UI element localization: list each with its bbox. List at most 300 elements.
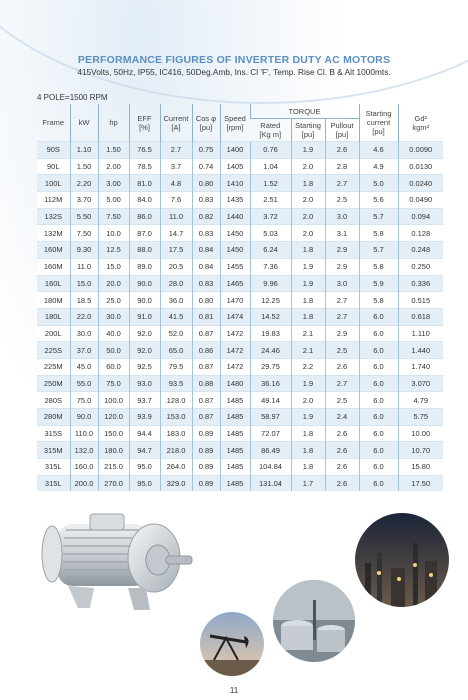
table-cell: 2.6 bbox=[325, 442, 359, 459]
table-cell: 131.04 bbox=[250, 475, 291, 491]
col-eff bbox=[129, 104, 160, 142]
col-speed bbox=[220, 104, 250, 142]
table-cell: 0.83 bbox=[192, 275, 220, 292]
table-cell: 110.0 bbox=[70, 425, 98, 442]
table-cell: 86.0 bbox=[129, 208, 160, 225]
table-cell: 1.9 bbox=[291, 258, 325, 275]
table-cell: 218.0 bbox=[160, 442, 192, 459]
table-cell: 3.070 bbox=[398, 375, 443, 392]
table-cell: 1.9 bbox=[291, 275, 325, 292]
col-torque-group: TORQUE bbox=[250, 104, 359, 119]
refinery-image bbox=[355, 513, 449, 607]
table-row bbox=[37, 192, 443, 209]
col-hp: hp bbox=[98, 104, 129, 142]
table-cell: 2.7 bbox=[325, 175, 359, 192]
table-cell: 1465 bbox=[220, 275, 250, 292]
table-cell: 200L bbox=[37, 325, 70, 342]
table-cell: 315L bbox=[37, 459, 70, 476]
col-pullout-label: Pullout bbox=[330, 121, 354, 130]
table-cell: 75.0 bbox=[70, 392, 98, 409]
table-cell: 280M bbox=[37, 409, 70, 426]
table-cell: 2.6 bbox=[325, 475, 359, 491]
table-cell: 132.0 bbox=[70, 442, 98, 459]
table-cell: 1472 bbox=[220, 342, 250, 359]
pole-label: 4 POLE=1500 RPM bbox=[37, 93, 108, 102]
page-title: PERFORMANCE FIGURES OF INVERTER DUTY AC MOTORS bbox=[77, 54, 391, 66]
table-cell: 4.8 bbox=[160, 175, 192, 192]
table-cell: 0.75 bbox=[192, 142, 220, 159]
table-cell: 5.50 bbox=[70, 208, 98, 225]
table-cell: 1.04 bbox=[250, 158, 291, 175]
table-cell: 0.84 bbox=[192, 258, 220, 275]
table-cell: 1.50 bbox=[70, 158, 98, 175]
table-row bbox=[37, 275, 443, 292]
table-cell: 1450 bbox=[220, 225, 250, 242]
table-cell: 1455 bbox=[220, 258, 250, 275]
table-cell: 11.0 bbox=[160, 208, 192, 225]
table-cell: 0.83 bbox=[192, 192, 220, 209]
table-cell: 15.0 bbox=[98, 258, 129, 275]
col-rated-unit: [Kg m] bbox=[259, 130, 282, 139]
table-cell: 2.5 bbox=[325, 392, 359, 409]
col-start-current-label: Starting bbox=[365, 109, 392, 118]
table-cell: 315M bbox=[37, 442, 70, 459]
table-cell: 12.5 bbox=[98, 242, 129, 259]
table-cell: 1435 bbox=[220, 192, 250, 209]
table-cell: 4.79 bbox=[398, 392, 443, 409]
col-pullout-unit: [pu] bbox=[335, 130, 349, 139]
table-cell: 28.0 bbox=[160, 275, 192, 292]
table-cell: 1.8 bbox=[291, 425, 325, 442]
table-cell: 2.7 bbox=[325, 375, 359, 392]
table-cell: 0.0130 bbox=[398, 158, 443, 175]
table-cell: 14.52 bbox=[250, 308, 291, 325]
table-cell: 90.0 bbox=[129, 275, 160, 292]
table-cell: 215.0 bbox=[98, 459, 129, 476]
table-cell: 315L bbox=[37, 475, 70, 491]
table-cell: 55.0 bbox=[70, 375, 98, 392]
table-cell: 1.9 bbox=[291, 375, 325, 392]
table-cell: 104.84 bbox=[250, 459, 291, 476]
table-cell: 4.6 bbox=[359, 142, 398, 159]
table-cell: 0.250 bbox=[398, 258, 443, 275]
col-gd bbox=[398, 104, 443, 142]
table-cell: 0.88 bbox=[192, 375, 220, 392]
table-cell: 225M bbox=[37, 358, 70, 375]
table-cell: 7.50 bbox=[98, 208, 129, 225]
table-cell: 6.0 bbox=[359, 358, 398, 375]
table-cell: 72.07 bbox=[250, 425, 291, 442]
table-cell: 2.8 bbox=[325, 158, 359, 175]
table-cell: 6.0 bbox=[359, 442, 398, 459]
table-row bbox=[37, 342, 443, 359]
table-cell: 1.8 bbox=[291, 292, 325, 309]
table-cell: 1472 bbox=[220, 325, 250, 342]
table-cell: 17.5 bbox=[160, 242, 192, 259]
col-cos bbox=[192, 104, 220, 142]
table-cell: 12.25 bbox=[250, 292, 291, 309]
col-current-label: Current bbox=[163, 113, 189, 123]
table-cell: 92.0 bbox=[129, 342, 160, 359]
table-cell: 30.0 bbox=[70, 325, 98, 342]
table-row bbox=[37, 475, 443, 491]
table-header bbox=[37, 104, 443, 142]
table-cell: 315S bbox=[37, 425, 70, 442]
table-cell: 2.5 bbox=[325, 342, 359, 359]
table-cell: 2.2 bbox=[291, 358, 325, 375]
col-starting-unit: [pu] bbox=[301, 130, 315, 139]
table-cell: 5.75 bbox=[398, 409, 443, 426]
table-cell: 1.110 bbox=[398, 325, 443, 342]
table-cell: 1450 bbox=[220, 242, 250, 259]
table-cell: 264.0 bbox=[160, 459, 192, 476]
table-cell: 5.8 bbox=[359, 292, 398, 309]
performance-table bbox=[37, 104, 443, 491]
table-cell: 160M bbox=[37, 258, 70, 275]
table-cell: 183.0 bbox=[160, 425, 192, 442]
table-cell: 160M bbox=[37, 242, 70, 259]
col-starting-label: Starting bbox=[295, 121, 321, 130]
table-cell: 200.0 bbox=[70, 475, 98, 491]
table-cell: 22.0 bbox=[70, 308, 98, 325]
table-cell: 0.89 bbox=[192, 442, 220, 459]
col-start-current-unit: [pu] bbox=[372, 127, 385, 136]
col-kw: kW bbox=[70, 104, 98, 142]
table-cell: 6.0 bbox=[359, 342, 398, 359]
table-cell: 9.96 bbox=[250, 275, 291, 292]
table-cell: 1485 bbox=[220, 442, 250, 459]
table-cell: 1.740 bbox=[398, 358, 443, 375]
table-cell: 76.5 bbox=[129, 142, 160, 159]
table-cell: 1474 bbox=[220, 308, 250, 325]
table-cell: 9.30 bbox=[70, 242, 98, 259]
table-cell: 180L bbox=[37, 308, 70, 325]
table-cell: 10.70 bbox=[398, 442, 443, 459]
table-cell: 3.00 bbox=[98, 175, 129, 192]
col-speed-unit: [rpm] bbox=[226, 122, 244, 132]
table-cell: 79.5 bbox=[160, 358, 192, 375]
table-cell: 0.74 bbox=[192, 158, 220, 175]
table-cell: 90.0 bbox=[70, 409, 98, 426]
table-cell: 65.0 bbox=[160, 342, 192, 359]
table-cell: 60.0 bbox=[98, 358, 129, 375]
table-row bbox=[37, 208, 443, 225]
table-cell: 2.9 bbox=[325, 325, 359, 342]
table-cell: 20.5 bbox=[160, 258, 192, 275]
table-cell: 1.50 bbox=[98, 142, 129, 159]
col-rated-label: Rated bbox=[260, 121, 281, 130]
table-cell: 2.0 bbox=[291, 158, 325, 175]
table-cell: 90S bbox=[37, 142, 70, 159]
table-cell: 36.16 bbox=[250, 375, 291, 392]
table-cell: 2.7 bbox=[160, 142, 192, 159]
table-cell: 2.6 bbox=[325, 358, 359, 375]
table-cell: 280S bbox=[37, 392, 70, 409]
table-cell: 5.8 bbox=[359, 258, 398, 275]
table-cell: 0.84 bbox=[192, 242, 220, 259]
table-cell: 4.9 bbox=[359, 158, 398, 175]
col-current bbox=[160, 104, 192, 142]
col-gd-unit: kgm² bbox=[412, 122, 430, 132]
table-cell: 1.8 bbox=[291, 308, 325, 325]
table-cell: 5.0 bbox=[359, 175, 398, 192]
table-cell: 0.89 bbox=[192, 475, 220, 491]
table-row bbox=[37, 375, 443, 392]
table-cell: 95.0 bbox=[129, 459, 160, 476]
table-cell: 30.0 bbox=[98, 308, 129, 325]
table-cell: 0.86 bbox=[192, 342, 220, 359]
table-cell: 100L bbox=[37, 175, 70, 192]
table-cell: 0.0240 bbox=[398, 175, 443, 192]
table-cell: 0.87 bbox=[192, 325, 220, 342]
table-row bbox=[37, 225, 443, 242]
col-speed-label: Speed bbox=[224, 113, 246, 123]
table-cell: 0.80 bbox=[192, 175, 220, 192]
table-cell: 5.7 bbox=[359, 208, 398, 225]
table-cell: 1.8 bbox=[291, 242, 325, 259]
table-cell: 58.97 bbox=[250, 409, 291, 426]
table-cell: 94.7 bbox=[129, 442, 160, 459]
table-cell: 90L bbox=[37, 158, 70, 175]
table-row bbox=[37, 158, 443, 175]
table-cell: 0.128 bbox=[398, 225, 443, 242]
table-cell: 0.81 bbox=[192, 308, 220, 325]
table-cell: 1405 bbox=[220, 158, 250, 175]
col-start-current-label2: current bbox=[366, 118, 391, 127]
table-cell: 84.0 bbox=[129, 192, 160, 209]
table-cell: 91.0 bbox=[129, 308, 160, 325]
table-cell: 18.5 bbox=[70, 292, 98, 309]
table-cell: 40.0 bbox=[98, 325, 129, 342]
table-cell: 78.5 bbox=[129, 158, 160, 175]
col-pullout bbox=[325, 119, 359, 142]
table-cell: 150.0 bbox=[98, 425, 129, 442]
table-cell: 3.1 bbox=[325, 225, 359, 242]
table-cell: 7.50 bbox=[70, 225, 98, 242]
table-cell: 0.618 bbox=[398, 308, 443, 325]
table-cell: 120.0 bbox=[98, 409, 129, 426]
page-number: 11 bbox=[229, 686, 239, 695]
table-cell: 49.14 bbox=[250, 392, 291, 409]
table-cell: 1485 bbox=[220, 425, 250, 442]
table-cell: 6.0 bbox=[359, 325, 398, 342]
tanks-image bbox=[273, 580, 355, 662]
table-row bbox=[37, 442, 443, 459]
table-cell: 14.7 bbox=[160, 225, 192, 242]
table-cell: 112M bbox=[37, 192, 70, 209]
table-cell: 10.00 bbox=[398, 425, 443, 442]
table-cell: 1.7 bbox=[291, 475, 325, 491]
col-starting bbox=[291, 119, 325, 142]
table-row bbox=[37, 358, 443, 375]
table-cell: 19.83 bbox=[250, 325, 291, 342]
table-cell: 1485 bbox=[220, 409, 250, 426]
table-cell: 5.8 bbox=[359, 225, 398, 242]
table-cell: 1410 bbox=[220, 175, 250, 192]
table-cell: 2.9 bbox=[325, 258, 359, 275]
table-cell: 2.6 bbox=[325, 459, 359, 476]
table-cell: 2.0 bbox=[291, 192, 325, 209]
table-cell: 90.0 bbox=[129, 292, 160, 309]
table-cell: 329.0 bbox=[160, 475, 192, 491]
table-cell: 1.8 bbox=[291, 459, 325, 476]
table-cell: 3.72 bbox=[250, 208, 291, 225]
table-cell: 2.6 bbox=[325, 142, 359, 159]
table-cell: 52.0 bbox=[160, 325, 192, 342]
table-cell: 6.0 bbox=[359, 425, 398, 442]
col-start-current bbox=[359, 104, 398, 142]
table-cell: 2.7 bbox=[325, 308, 359, 325]
table-cell: 3.0 bbox=[325, 208, 359, 225]
table-cell: 270.0 bbox=[98, 475, 129, 491]
table-cell: 180M bbox=[37, 292, 70, 309]
table-cell: 128.0 bbox=[160, 392, 192, 409]
table-cell: 37.0 bbox=[70, 342, 98, 359]
table-cell: 1472 bbox=[220, 358, 250, 375]
table-cell: 1.52 bbox=[250, 175, 291, 192]
table-cell: 2.5 bbox=[325, 192, 359, 209]
table-cell: 95.0 bbox=[129, 475, 160, 491]
col-cos-unit: [pu] bbox=[199, 122, 213, 132]
table-cell: 0.094 bbox=[398, 208, 443, 225]
table-cell: 86.49 bbox=[250, 442, 291, 459]
table-cell: 92.0 bbox=[129, 325, 160, 342]
table-cell: 6.0 bbox=[359, 308, 398, 325]
table-cell: 0.82 bbox=[192, 208, 220, 225]
table-cell: 6.0 bbox=[359, 475, 398, 491]
table-row bbox=[37, 425, 443, 442]
table-cell: 1485 bbox=[220, 459, 250, 476]
table-row bbox=[37, 392, 443, 409]
table-cell: 5.9 bbox=[359, 275, 398, 292]
table-cell: 0.80 bbox=[192, 292, 220, 309]
table-cell: 1485 bbox=[220, 392, 250, 409]
table-cell: 1.440 bbox=[398, 342, 443, 359]
table-cell: 2.00 bbox=[98, 158, 129, 175]
table-cell: 2.51 bbox=[250, 192, 291, 209]
table-cell: 225S bbox=[37, 342, 70, 359]
decorative-arc bbox=[0, 0, 468, 104]
table-cell: 6.0 bbox=[359, 375, 398, 392]
table-row bbox=[37, 142, 443, 159]
table-cell: 1.9 bbox=[291, 142, 325, 159]
table-cell: 100.0 bbox=[98, 392, 129, 409]
table-cell: 0.0090 bbox=[398, 142, 443, 159]
table-cell: 0.87 bbox=[192, 392, 220, 409]
table-cell: 5.00 bbox=[98, 192, 129, 209]
table-cell: 0.89 bbox=[192, 425, 220, 442]
col-gd-label: Gd² bbox=[414, 113, 427, 123]
table-cell: 1.9 bbox=[291, 409, 325, 426]
table-cell: 1.10 bbox=[70, 142, 98, 159]
table-cell: 160L bbox=[37, 275, 70, 292]
table-cell: 94.4 bbox=[129, 425, 160, 442]
table-cell: 0.515 bbox=[398, 292, 443, 309]
table-row bbox=[37, 459, 443, 476]
table-cell: 1.8 bbox=[291, 175, 325, 192]
table-cell: 0.336 bbox=[398, 275, 443, 292]
table-row bbox=[37, 325, 443, 342]
col-eff-unit: [%] bbox=[139, 122, 150, 132]
table-cell: 0.87 bbox=[192, 409, 220, 426]
table-cell: 25.0 bbox=[98, 292, 129, 309]
table-cell: 2.20 bbox=[70, 175, 98, 192]
table-cell: 2.1 bbox=[291, 325, 325, 342]
table-cell: 41.5 bbox=[160, 308, 192, 325]
table-cell: 0.76 bbox=[250, 142, 291, 159]
table-cell: 132M bbox=[37, 225, 70, 242]
table-cell: 87.0 bbox=[129, 225, 160, 242]
table-cell: 153.0 bbox=[160, 409, 192, 426]
table-cell: 3.7 bbox=[160, 158, 192, 175]
pumpjack-image bbox=[200, 612, 264, 676]
table-cell: 2.6 bbox=[325, 425, 359, 442]
table-cell: 3.0 bbox=[325, 275, 359, 292]
table-cell: 6.0 bbox=[359, 392, 398, 409]
col-frame: Frame bbox=[42, 118, 65, 127]
table-cell: 2.0 bbox=[291, 225, 325, 242]
table-cell: 2.7 bbox=[325, 292, 359, 309]
col-eff-label: EFF bbox=[137, 113, 152, 123]
table-cell: 93.0 bbox=[129, 375, 160, 392]
table-cell: 88.0 bbox=[129, 242, 160, 259]
table-cell: 45.0 bbox=[70, 358, 98, 375]
table-row bbox=[37, 258, 443, 275]
table-cell: 5.03 bbox=[250, 225, 291, 242]
table-cell: 250M bbox=[37, 375, 70, 392]
table-cell: 7.6 bbox=[160, 192, 192, 209]
table-cell: 93.9 bbox=[129, 409, 160, 426]
col-cos-label: Cos φ bbox=[195, 113, 217, 123]
table-cell: 0.248 bbox=[398, 242, 443, 259]
table-cell: 36.0 bbox=[160, 292, 192, 309]
table-cell: 132S bbox=[37, 208, 70, 225]
table-cell: 89.0 bbox=[129, 258, 160, 275]
table-cell: 15.80 bbox=[398, 459, 443, 476]
table-cell: 11.0 bbox=[70, 258, 98, 275]
table-cell: 2.9 bbox=[325, 242, 359, 259]
table-cell: 92.5 bbox=[129, 358, 160, 375]
table-row bbox=[37, 175, 443, 192]
table-cell: 1440 bbox=[220, 208, 250, 225]
table-cell: 20.0 bbox=[98, 275, 129, 292]
table-cell: 180.0 bbox=[98, 442, 129, 459]
table-cell: 0.87 bbox=[192, 358, 220, 375]
table-cell: 160.0 bbox=[70, 459, 98, 476]
table-cell: 2.0 bbox=[291, 392, 325, 409]
table-cell: 0.89 bbox=[192, 459, 220, 476]
table-cell: 15.0 bbox=[70, 275, 98, 292]
table-cell: 2.0 bbox=[291, 208, 325, 225]
table-cell: 2.1 bbox=[291, 342, 325, 359]
table-row bbox=[37, 409, 443, 426]
col-current-unit: [A] bbox=[171, 122, 181, 132]
table-row bbox=[37, 292, 443, 309]
table-cell: 1400 bbox=[220, 142, 250, 159]
table-cell: 0.83 bbox=[192, 225, 220, 242]
table-cell: 2.4 bbox=[325, 409, 359, 426]
table-cell: 1485 bbox=[220, 475, 250, 491]
table-cell: 10.0 bbox=[98, 225, 129, 242]
table-cell: 81.0 bbox=[129, 175, 160, 192]
table-cell: 93.5 bbox=[160, 375, 192, 392]
motor-image bbox=[38, 508, 208, 618]
table-row bbox=[37, 308, 443, 325]
table-cell: 24.46 bbox=[250, 342, 291, 359]
table-cell: 1480 bbox=[220, 375, 250, 392]
table-cell: 5.6 bbox=[359, 192, 398, 209]
table-row bbox=[37, 242, 443, 259]
